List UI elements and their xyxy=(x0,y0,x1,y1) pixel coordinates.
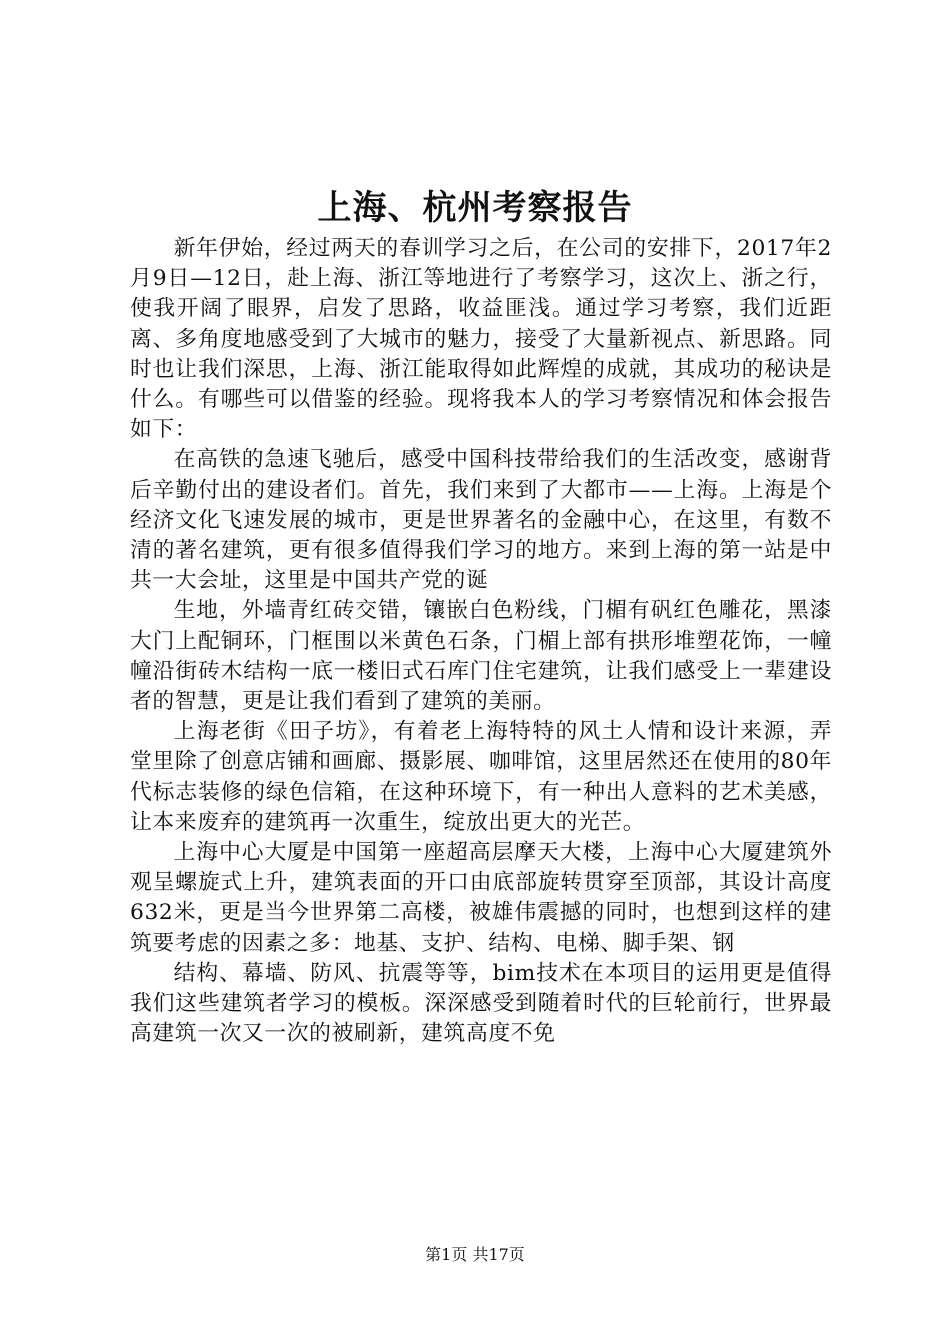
document-title: 上海、杭州考察报告 xyxy=(317,188,633,228)
paragraph: 在高铁的急速飞驰后，感受中国科技带给我们的生活改变，感谢背后辛勤付出的建设者们。首先，我们来到了大都市——上海。上海是个经济文化飞速发展的城市，更是世界著名的金融中心，在这里，有数不清的著名建筑，更有很多值得我们学习的地方。来到上海的第一站是中共一大会址，这里是中国共产党的诞 xyxy=(130,447,832,594)
paragraph: 新年伊始，经过两天的春训学习之后，在公司的安排下，2017年2月9日—12日，赴上海、浙江等地进行了考察学习，这次上、浙之行，使我开阔了眼界，启发了思路，收益匪浅。通过学习考察，我们近距离、多角度地感受到了大城市的魅力，接受了大量新视点、新思路。同时也让我们深思，上海、浙江能取得如此辉煌的成就，其成功的秘诀是什么。有哪些可以借鉴的经验。现将我本人的学习考察情况和体会报告如下： xyxy=(130,236,832,443)
paragraph: 上海中心大厦是中国第一座超高层摩天大楼，上海中心大厦建筑外观呈螺旋式上升，建筑表面的开口由底部旋转贯穿至顶部，其设计高度632米，更是当今世界第二高楼，被雄伟震撼的同时，也想到这样的建筑要考虑的因素之多：地基、支护、结构、电梯、脚手架、钢 xyxy=(130,840,832,956)
paragraph: 结构、幕墙、防风、抗震等等，bim技术在本项目的运用更是值得我们这些建筑者学习的模板。深深感受到随着时代的巨轮前行，世界最高建筑一次又一次的被刷新，建筑高度不免 xyxy=(130,960,832,1047)
document-body xyxy=(130,234,832,1049)
paragraph: 上海老街《田子坊》，有着老上海特特的风土人情和设计来源，弄堂里除了创意店铺和画廊、摄影展、咖啡馆，这里居然还在使用的80年代标志装修的绿色信箱，在这种环境下，有一种出人意料的艺术美感，让本来废弃的建筑再一次重生，绽放出更大的光芒。 xyxy=(130,719,832,835)
paragraph: 生地，外墙青红砖交错，镶嵌白色粉线，门楣有矾红色雕花，黑漆大门上配铜环，门框围以米黄色石条，门楣上部有拱形堆塑花饰，一幢幢沿街砖木结构一底一楼旧式石库门住宅建筑，让我们感受上一辈建设者的智慧，更是让我们看到了建筑的美丽。 xyxy=(130,598,832,715)
page-number-footer: 第1页 共17页 xyxy=(425,1245,525,1264)
